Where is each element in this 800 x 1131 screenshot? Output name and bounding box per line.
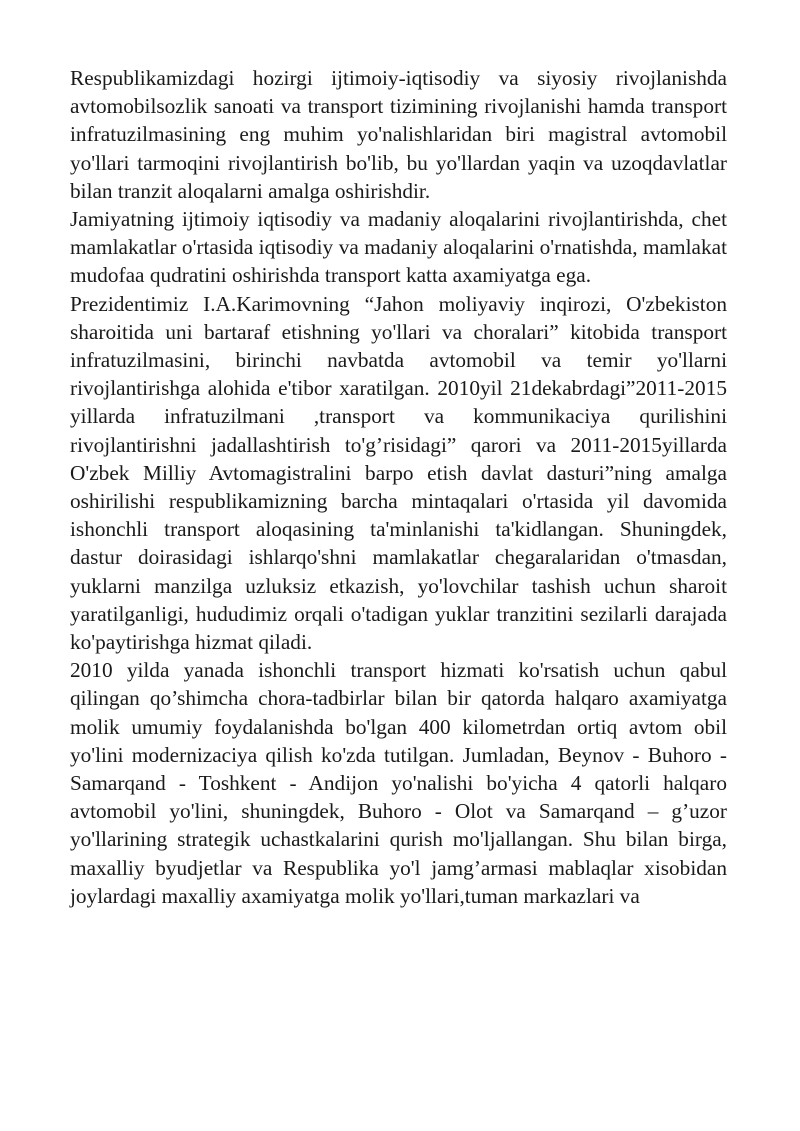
paragraph-2: Jamiyatning ijtimoiy iqtisodiy va madaniy aloqalarini rivojlantirishda, chet mamlakatlar o'rtasida iqtisodiy va madaniy aloqalarini o'rnatishda, mamlakat mudofaa qudratini oshirishda transport katta axamiyatga ega. <box>70 207 727 288</box>
paragraph-1: Respublikamizdagi hozirgi ijtimoiy-iqtisodiy va siyosiy rivojlanishda avtomobilsozlik sanoati va transport tizimining rivojlanishi hamda transport infratuzilmasining eng muhim yo'nalishlaridan biri magistral avtomobil yo'llari tarmoqini rivojlantirish bo'lib, bu yo'llardan yaqin va uzoqdavlatlar bilan tranzit aloqalarni amalga oshirishdir. <box>70 66 727 203</box>
paragraph-4: 2010 yilda yanada ishonchli transport hizmati ko'rsatish uchun qabul qilingan qo’shimcha chora-tadbirlar bilan bir qatorda halqaro axamiyatga molik umumiy foydalanishda bo'lgan 400 kilometrdan ortiq avtom obil yo'lini modernizaciya qilish ko'zda tutilgan. Jumladan, Beynov - Buhoro - Samarqand - Toshkent - Andijon yo'nalishi bo'yicha 4 qatorli halqaro avtomobil yo'lini, shuningdek, Buhoro - Olot va Samarqand – g’uzor yo'llarining strategik uchastkalarini qurish mo'ljallangan. Shu bilan birga, maxalliy byudjetlar va Respublika yo'l jamg’armasi mablaqlar xisobidan joylardagi maxalliy axamiyatga molik yo'llari,tuman markazlari va <box>70 658 727 908</box>
paragraph-3: Prezidentimiz I.A.Karimovning “Jahon moliyaviy inqirozi, O'zbekiston sharoitida uni bartaraf etishning yo'llari va choralari” kitobida transport infratuzilmasini, birinchi navbatda avtomobil va temir yo'llarni rivojlantirishga alohida e'tibor xaratilgan. 2010yil 21dekabrdagi”2011-2015 yillarda infratuzilmani ,transport va kommunikaciya qurilishini rivojlantirishni jadallashtirish to'g’risidagi” qarori va 2011-2015yillarda O'zbek Milliy Avtomagistralini barpo etish davlat dasturi”ning amalga oshirilishi respublikamizning barcha mintaqalari o'rtasida yil davomida ishonchli transport aloqasining ta'minlanishi ta'kidlangan. Shuningdek, dastur doirasidagi ishlarqo'shni mamlakatlar chegaralaridan o'tmasdan, yuklarni manzilga uzluksiz etkazish, yo'lovchilar tashish uchun sharoit yaratilganligi, hududimiz orqali o'tadigan yuklar tranzitini sezilarli darajada ko'paytirishga hizmat qiladi. <box>70 291 727 655</box>
document-page <box>70 64 727 910</box>
